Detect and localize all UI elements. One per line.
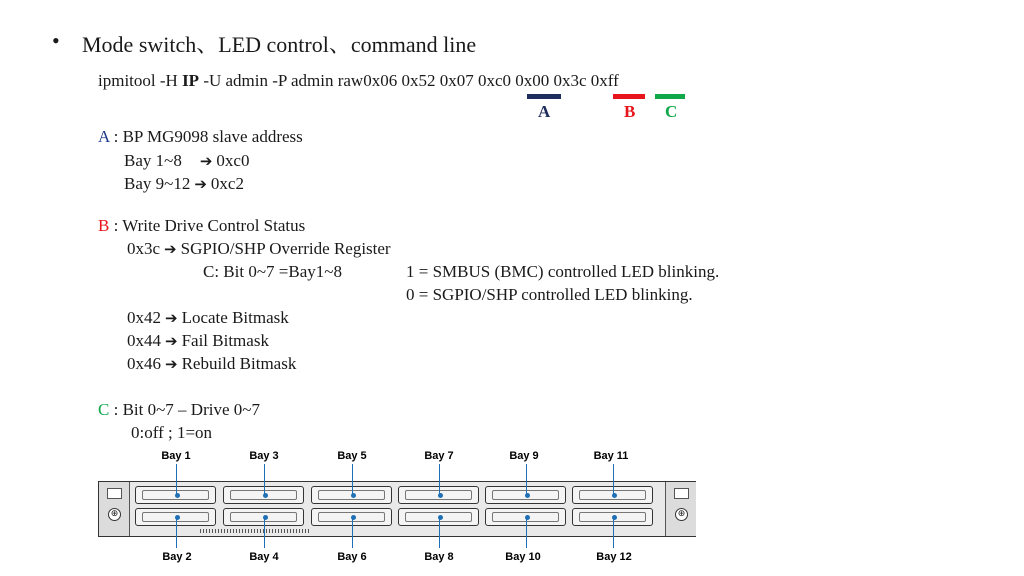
marker-b-label: B xyxy=(624,102,636,121)
leader-line xyxy=(352,464,353,494)
leader-line xyxy=(526,516,527,548)
address-value: 0xc0 xyxy=(216,151,250,170)
leader-line xyxy=(264,464,265,494)
section-b-register xyxy=(127,239,391,259)
command-part-1: ipmitool -H xyxy=(98,71,183,90)
leader-line xyxy=(176,516,177,548)
title-bullet: • xyxy=(52,28,60,53)
section-b-option-2: 0 = SGPIO/SHP controlled LED blinking. xyxy=(406,285,693,304)
bay-label: Bay 6 xyxy=(337,551,367,563)
mask-name: Fail Bitmask xyxy=(181,331,269,350)
bay-label: Bay 5 xyxy=(337,450,367,462)
mask-locate xyxy=(127,308,289,328)
screw-icon: ⊕ xyxy=(108,508,121,521)
right-arrow-icon: ➔ xyxy=(165,355,178,373)
section-b-option-1: 1 = SMBUS (BMC) controlled LED blinking. xyxy=(406,262,720,281)
marker-b-bar xyxy=(613,94,645,99)
status-led-panel xyxy=(674,488,689,499)
section-b-bit-line: C: Bit 0~7 =Bay1~8 xyxy=(203,262,342,281)
section-a-line-1 xyxy=(124,151,249,171)
section-c-line: 0:off ; 1=on xyxy=(131,423,213,442)
section-c-heading-text: : Bit 0~7 – Drive 0~7 xyxy=(109,400,260,419)
leader-line xyxy=(176,464,177,494)
leader-line xyxy=(613,516,614,548)
bay-label: Bay 7 xyxy=(424,450,454,462)
mask-name: Locate Bitmask xyxy=(181,308,289,327)
command-line xyxy=(98,71,619,91)
right-arrow-icon: ➔ xyxy=(194,175,207,193)
bay-label: Bay 8 xyxy=(424,551,454,563)
command-ip: IP xyxy=(182,71,200,90)
bay-range-text: Bay 9~12 xyxy=(124,174,191,193)
left-rack-ear xyxy=(99,482,130,536)
vent-grille xyxy=(200,529,310,533)
bay-label: Bay 12 xyxy=(596,551,632,563)
leader-line xyxy=(526,464,527,494)
address-value: 0xc2 xyxy=(210,174,244,193)
right-rack-ear xyxy=(665,482,696,536)
leader-line xyxy=(352,516,353,548)
right-arrow-icon: ➔ xyxy=(199,152,213,170)
leader-line xyxy=(439,464,440,494)
mask-code: 0x44 xyxy=(127,331,161,350)
right-arrow-icon: ➔ xyxy=(164,240,177,258)
leader-line xyxy=(439,516,440,548)
marker-a-bar xyxy=(527,94,561,99)
section-a-heading xyxy=(98,127,303,147)
section-a-line-2 xyxy=(124,174,244,194)
right-arrow-icon: ➔ xyxy=(165,309,178,327)
bay-range-text: Bay 1~8 xyxy=(124,151,182,170)
leader-line xyxy=(613,464,614,494)
bay-label: Bay 2 xyxy=(162,551,192,563)
section-c-key: C xyxy=(98,400,110,419)
mask-code: 0x46 xyxy=(127,354,161,373)
mask-rebuild xyxy=(127,354,296,374)
bay-label: Bay 10 xyxy=(505,551,541,563)
marker-a-label: A xyxy=(538,102,551,121)
section-b-heading-text: : Write Drive Control Status xyxy=(109,216,306,235)
mask-code: 0x42 xyxy=(127,308,161,327)
status-led-panel xyxy=(107,488,122,499)
register-name: SGPIO/SHP Override Register xyxy=(180,239,391,258)
right-arrow-icon: ➔ xyxy=(165,332,178,350)
leader-line xyxy=(264,516,265,548)
mask-name: Rebuild Bitmask xyxy=(181,354,297,373)
section-b-heading xyxy=(98,216,305,236)
register-code: 0x3c xyxy=(127,239,161,258)
page-title: Mode switch、LED control、command line xyxy=(82,32,477,57)
mask-fail xyxy=(127,331,269,351)
screw-icon: ⊕ xyxy=(675,508,688,521)
marker-c-label: C xyxy=(665,102,678,121)
marker-c-bar xyxy=(655,94,685,99)
section-a-key: A xyxy=(98,127,110,146)
bay-label: Bay 1 xyxy=(161,450,191,462)
command-part-2: -U admin -P admin raw0x06 0x52 0x07 0xc0 0x00 0x3c 0xff xyxy=(199,71,619,90)
bay-label: Bay 9 xyxy=(509,450,539,462)
bay-label: Bay 11 xyxy=(593,450,629,462)
bay-label: Bay 4 xyxy=(249,551,279,563)
section-a-heading-text: : BP MG9098 slave address xyxy=(109,127,303,146)
bay-label: Bay 3 xyxy=(249,450,279,462)
section-c-heading xyxy=(98,400,260,420)
section-b-key: B xyxy=(98,216,110,235)
